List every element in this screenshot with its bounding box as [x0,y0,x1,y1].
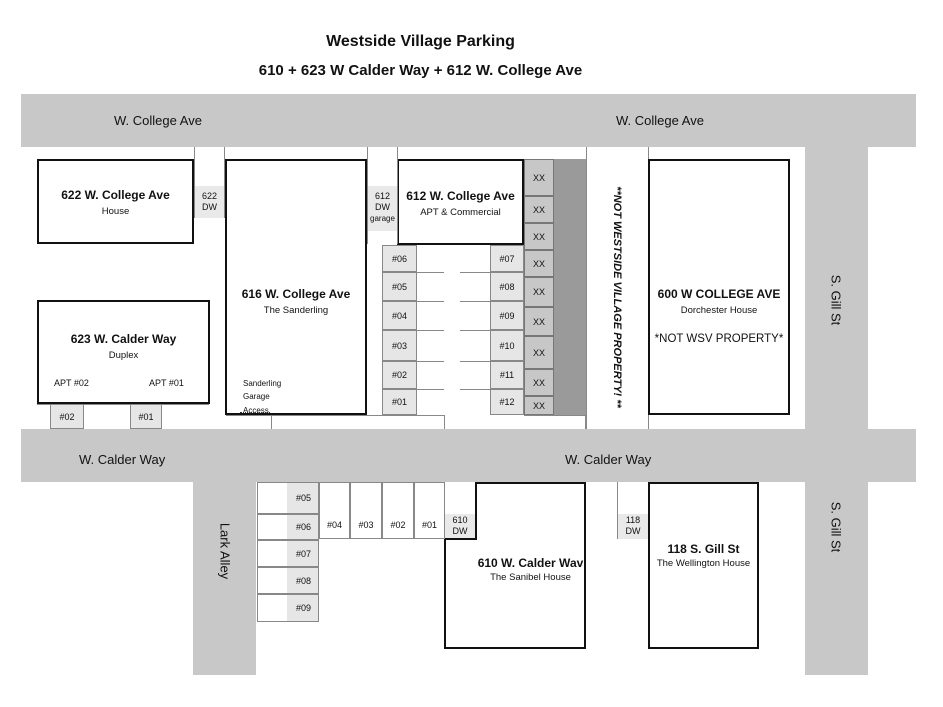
parking-spot-lot-right-12: #12 [490,389,524,415]
stall-line [417,272,444,273]
parking-spot-lot-left-06: #06 [382,245,417,272]
apt-02-label: APT #02 [54,378,89,388]
driveway-number: 612 [374,191,391,201]
building-612-w-college-ave [397,159,524,245]
stall-line [460,301,490,302]
road-label-lark-alley: Lark Alley [217,522,233,580]
road-label-calder-left: W. Calder Way [79,452,166,467]
stall-line [417,301,444,302]
not-wsv-note: *NOT WSV PROPERTY* [654,333,784,345]
garage-access-label-2: Garage [243,392,270,401]
building-subtitle: The Wellington House [656,558,751,569]
road-label-gill-lower: S. Gill St [828,501,844,553]
garage-label: garage [370,214,395,223]
stall-line [417,361,444,362]
parking-spot-unavailable: XX [524,369,554,396]
driveway-622-lane [194,147,225,218]
parking-spot-south-col-09: #09 [257,594,319,622]
road-label-calder-right: W. Calder Way [565,452,652,467]
building-name: 622 W. College Ave [61,188,170,202]
driveway-118 [618,514,648,539]
building-623-w-calder-way [37,300,210,404]
driveway-label: DW [375,202,390,212]
road-s-gill-st [805,147,868,675]
building-name: 623 W. Calder Way [70,332,177,346]
building-622-w-college-ave [37,159,194,244]
driveway-612-lane [367,147,398,244]
parking-spot-lot-right-11: #11 [490,361,524,389]
parking-spot-duplex-01: #01 [130,404,162,429]
driveway-label: DW [625,526,641,536]
driveway-number: 118 [625,515,641,525]
parking-spot-unavailable: XX [524,277,554,307]
lot-line-sanderling-left [271,415,272,429]
building-name: 612 W. College Ave [406,189,515,203]
garage-access-label-1: Sanderling [243,379,282,388]
road-label-college-left: W. College Ave [114,113,202,128]
apt-01-label: APT #01 [149,378,184,388]
parking-spot-duplex-02: #02 [50,404,84,429]
lot-line-xx-bottom [524,415,586,416]
garage-access-dotted [240,412,270,413]
map-title: Westside Village Parking [326,33,515,50]
parking-spot-unavailable: XX [524,159,554,196]
building-subtitle: Dorchester House [680,305,758,316]
parking-spot-lot-left-05: #05 [382,272,417,301]
map-subtitle: 610 + 623 W Calder Way + 612 W. College Ave [258,62,583,79]
parking-spot-unavailable: XX [524,396,554,415]
parking-spot-unavailable: XX [524,307,554,336]
parking-spot-unavailable: XX [524,336,554,369]
building-subtitle: The Sanibel House [490,572,571,583]
road-label-college-right: W. College Ave [616,113,704,128]
parking-spot-south-row-04: #04 [319,482,350,539]
driveway-number: 610 [452,515,468,525]
parking-spot-south-col-06: #06 [257,514,319,540]
building-subtitle: House [101,206,130,217]
building-610-extension [444,538,477,649]
driveway-610 [445,514,475,538]
unavailable-strip [554,159,586,415]
driveway-number: 622 [201,191,218,201]
parking-spot-lot-right-10: #10 [490,330,524,361]
parking-spot-south-col-08: #08 [257,567,319,594]
building-610-w-calder-way [475,482,586,649]
parking-spot-unavailable: XX [524,223,554,250]
building-name: 600 W COLLEGE AVE [657,287,781,301]
building-616-w-college-ave [225,159,367,415]
building-name: 616 W. College Ave [241,287,351,301]
parking-spot-lot-left-02: #02 [382,361,417,389]
building-subtitle: The Sanderling [263,305,329,316]
parking-spot-south-col-07: #07 [257,540,319,567]
building-subtitle: Duplex [108,350,139,361]
garage-access-label-3: Access [243,406,269,415]
not-wsv-banner: **NOT WESTSIDE VILLAGE PROPERTY! ** [611,186,623,408]
parking-spot-unavailable: XX [524,250,554,277]
building-118-s-gill-st [648,482,759,649]
stall-line [417,330,444,331]
building-name: 118 S. Gill St [667,542,740,556]
road-label-gill-upper: S. Gill St [828,274,844,326]
lot-line-gap-left [586,147,587,429]
building-subtitle: APT & Commercial [420,207,501,218]
parking-spot-south-row-02: #02 [382,482,414,539]
parking-spot-lot-right-09: #09 [490,301,524,330]
driveway-label: DW [202,202,217,212]
building-name: 610 W. Calder Wav [477,556,584,570]
stall-line [417,389,444,390]
stall-line [460,272,490,273]
lot-line-sanderling-bottom [226,415,445,416]
parking-spot-lot-left-04: #04 [382,301,417,330]
parking-spot-south-row-01: #01 [414,482,445,539]
parking-spot-unavailable: XX [524,196,554,223]
parking-spot-lot-right-07: #07 [490,245,524,272]
stall-line [460,361,490,362]
driveway-label: DW [452,526,468,536]
stall-line [460,389,490,390]
stall-line [460,330,490,331]
parking-spot-lot-left-03: #03 [382,330,417,361]
lot-line-lot-right [444,415,445,429]
building-600-w-college-ave [648,159,790,415]
parking-spot-lot-right-08: #08 [490,272,524,301]
parking-spot-lot-left-01: #01 [382,389,417,415]
parking-spot-south-row-03: #03 [350,482,382,539]
parking-spot-south-col-05: #05 [257,482,319,514]
